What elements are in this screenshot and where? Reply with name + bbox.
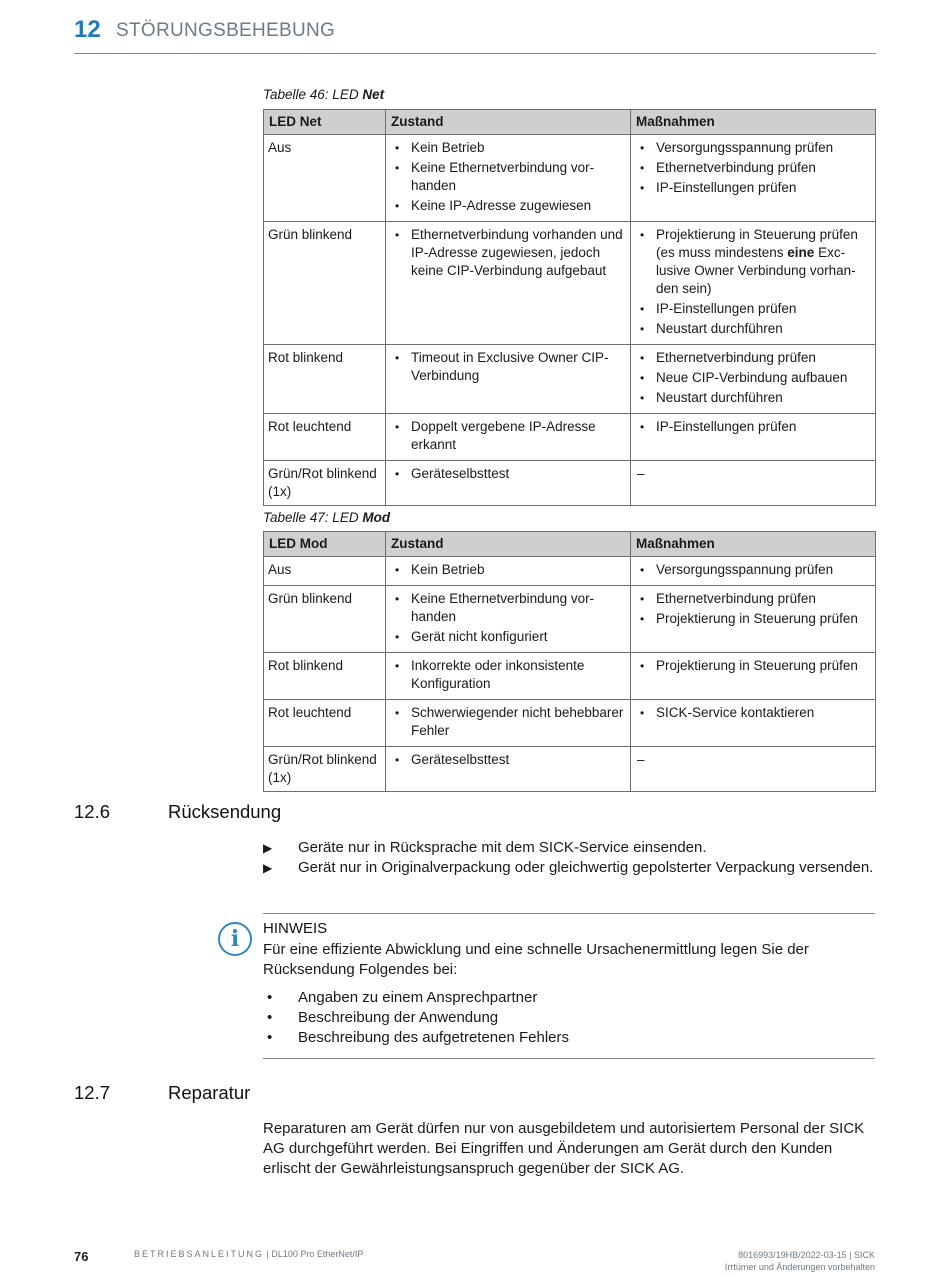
table-row — [264, 557, 876, 586]
arrow-marker-icon: ▶ — [263, 861, 273, 875]
note-list — [263, 988, 863, 1048]
zustand-cell — [386, 700, 631, 747]
massnahmen-cell — [631, 747, 876, 792]
zustand-cell — [386, 414, 631, 461]
note-box — [263, 913, 875, 1059]
led-state: Grün blinkend — [264, 586, 386, 653]
zustand-cell — [386, 747, 631, 792]
list-item: • Versorgungsspannung prüfen — [635, 561, 871, 579]
table-row — [264, 414, 876, 461]
list-item: • Beschreibung des aufgetretenen Fehlers — [263, 1028, 863, 1048]
footer-document — [134, 1249, 363, 1259]
massnahmen-cell — [631, 557, 876, 586]
column-header: Maßnahmen — [631, 532, 876, 557]
list-item: • Doppelt vergebene IP-Adresse erkannt — [390, 418, 626, 454]
massnahmen-cell — [631, 700, 876, 747]
list-item: • Timeout in Exclusive Owner CIP-Verbindung — [390, 349, 626, 385]
emphasis: eine — [787, 245, 815, 260]
list-item: • Gerät nicht konfiguriert — [390, 628, 626, 646]
info-icon: i — [218, 922, 252, 956]
caption-bold: Net — [362, 87, 385, 102]
section-number: 12.6 — [74, 801, 111, 822]
massnahmen-cell — [631, 135, 876, 222]
dash-text: – — [637, 752, 645, 767]
zustand-cell — [386, 345, 631, 414]
arrow-marker-icon: ▶ — [263, 841, 273, 855]
list-item: • Ethernetverbindung vorhanden und IP-Adresse zugewiesen, jedoch keine CIP-Verbindung aufgebaut — [390, 226, 626, 280]
massnahmen-cell — [631, 345, 876, 414]
zustand-cell — [386, 222, 631, 345]
massnahmen-cell — [631, 653, 876, 700]
footer-right — [725, 1249, 875, 1273]
table-led-mod — [263, 531, 876, 792]
doc-id: 8016993/19HB/2022-03-15 | SICK — [738, 1250, 875, 1260]
led-state: Rot blinkend — [264, 345, 386, 414]
caption-prefix: Tabelle 46: LED — [263, 87, 363, 102]
column-header: Maßnahmen — [631, 110, 876, 135]
chapter-title: STÖRUNGSBEHEBUNG — [116, 20, 336, 41]
list-item: • Keine IP-Adresse zugewiesen — [390, 197, 626, 215]
caption-bold: Mod — [362, 510, 391, 525]
product-name: DL100 Pro EtherNet/IP — [271, 1249, 364, 1259]
column-header: Zustand — [386, 110, 631, 135]
column-header: Zustand — [386, 532, 631, 557]
table-row — [264, 135, 876, 222]
caption-prefix: Tabelle 47: LED — [263, 510, 363, 525]
page-number: 76 — [74, 1249, 89, 1264]
led-state: Rot leuchtend — [264, 700, 386, 747]
instruction-list — [263, 838, 875, 878]
led-state: Grün blinkend — [264, 222, 386, 345]
table-row — [264, 345, 876, 414]
zustand-cell — [386, 653, 631, 700]
zustand-cell — [386, 557, 631, 586]
dash-text: – — [637, 466, 645, 481]
massnahmen-cell — [631, 586, 876, 653]
list-item: • Versorgungsspannung prüfen — [635, 139, 871, 157]
section-title: Rücksendung — [168, 801, 282, 822]
list-item: • Kein Betrieb — [390, 139, 626, 157]
list-item: • Keine Ethernetverbindung vorhanden — [390, 590, 626, 626]
table-row — [264, 222, 876, 345]
list-item: • Ethernetverbindung prüfen — [635, 590, 871, 608]
step-text: Geräte nur in Rücksprache mit dem SICK-Service einsenden. — [298, 839, 707, 856]
note-text: Für eine effiziente Abwicklung und eine schnelle Ursachenermittlung legen Sie der Rücksendung Folgendes bei: — [263, 941, 809, 978]
zustand-cell — [386, 461, 631, 506]
list-item: • Geräteselbsttest — [390, 465, 626, 483]
table-row — [264, 586, 876, 653]
list-item: • Projektierung in Steuerung prüfen — [635, 657, 871, 675]
doc-separator: | — [264, 1249, 272, 1259]
instruction-step — [263, 838, 875, 858]
table-led-net — [263, 109, 876, 506]
list-item: • Inkorrekte oder inkonsistente Konfiguration — [390, 657, 626, 693]
list-item: • SICK-Service kontaktieren — [635, 704, 871, 722]
led-state: Rot blinkend — [264, 653, 386, 700]
list-item: • Neustart durchführen — [635, 320, 871, 338]
list-item: • Ethernetverbindung prüfen — [635, 159, 871, 177]
led-state: Grün/Rot blinkend (1x) — [264, 747, 386, 792]
list-item: • Beschreibung der Anwendung — [263, 1008, 863, 1028]
doc-type: BETRIEBSANLEITUNG — [134, 1249, 265, 1259]
note-heading: HINWEIS — [263, 920, 328, 937]
led-state: Aus — [264, 557, 386, 586]
list-item — [635, 226, 871, 298]
led-state: Aus — [264, 135, 386, 222]
list-item: • Schwerwiegender nicht behebbarer Fehler — [390, 704, 626, 740]
table-header-row — [264, 110, 876, 135]
massnahmen-cell — [631, 461, 876, 506]
zustand-cell — [386, 586, 631, 653]
massnahmen-cell — [631, 222, 876, 345]
section-title: Reparatur — [168, 1082, 251, 1103]
list-item: • Kein Betrieb — [390, 561, 626, 579]
table-row — [264, 700, 876, 747]
page-header — [74, 14, 876, 54]
table-46-caption — [263, 87, 384, 102]
list-item: • Projektierung in Steuerung prüfen — [635, 610, 871, 628]
disclaimer: Irrtümer und Änderungen vorbehalten — [724, 1262, 875, 1272]
led-state: Rot leuchtend — [264, 414, 386, 461]
table-47-caption — [263, 510, 390, 525]
zustand-cell — [386, 135, 631, 222]
list-item: • IP-Einstellungen prüfen — [635, 418, 871, 436]
chapter-number: 12 — [74, 16, 101, 43]
table-row — [264, 747, 876, 792]
list-item: • IP-Einstellungen prüfen — [635, 179, 871, 197]
text-segment: Projektierung in Steuerung prüfen (es muss mindestens — [656, 227, 858, 260]
list-item: • Neustart durchführen — [635, 389, 871, 407]
body-paragraph: Reparaturen am Gerät dürfen nur von ausgebildetem und autorisiertem Personal der SICK AG durchgeführt werden. Bei Eingriffen und Änderungen am Gerät durch den Kunden erlischt der Gewährleistungsanspruch gegenüber der SICK AG. — [263, 1120, 865, 1177]
instruction-step — [263, 858, 875, 878]
section-number: 12.7 — [74, 1082, 111, 1103]
massnahmen-cell — [631, 414, 876, 461]
list-item: • Ethernetverbindung prüfen — [635, 349, 871, 367]
list-item: • Keine Ethernetverbindung vorhanden — [390, 159, 626, 195]
led-state: Grün/Rot blinkend (1x) — [264, 461, 386, 506]
text-segment: Exclusive Owner Verbindung vorhanden sein) — [656, 245, 856, 296]
table-row — [264, 461, 876, 506]
table-header-row — [264, 532, 876, 557]
column-header: LED Net — [264, 110, 386, 135]
list-item: • Geräteselbsttest — [390, 751, 626, 769]
table-row — [264, 653, 876, 700]
list-item: • Angaben zu einem Ansprechpartner — [263, 988, 863, 1008]
list-item: • IP-Einstellungen prüfen — [635, 300, 871, 318]
step-text: Gerät nur in Originalverpackung oder gleichwertig gepolsterter Verpackung versenden. — [298, 859, 874, 876]
column-header: LED Mod — [264, 532, 386, 557]
list-item: • Neue CIP-Verbindung aufbauen — [635, 369, 871, 387]
